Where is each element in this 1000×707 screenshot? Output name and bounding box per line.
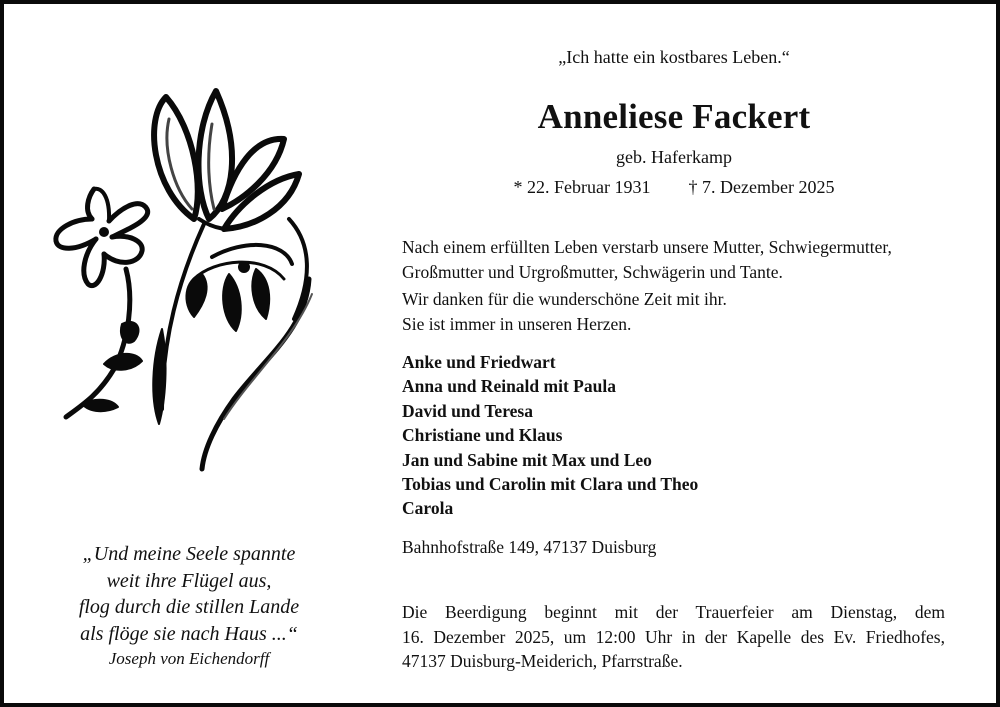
- funeral-line: 47137 Duisburg-Meiderich, Pfarrstraße.: [402, 651, 683, 671]
- funeral-details: [402, 600, 945, 674]
- poem-quote: [44, 541, 334, 647]
- death-date: † 7. Dezember 2025: [688, 177, 835, 197]
- motto: „Ich hatte ein kostbares Leben.“: [558, 47, 790, 67]
- announcement-line: Großmutter und Urgroßmutter, Schwägerin und Tante.: [402, 262, 783, 282]
- birth-name: geb. Haferkamp: [616, 147, 732, 167]
- birth-date: * 22. Februar 1931: [513, 177, 651, 197]
- funeral-line: Die Beerdigung beginnt mit der Trauerfeier am Dienstag, dem: [402, 602, 945, 622]
- thanks-paragraph: [402, 287, 947, 337]
- poem-author: Joseph von Eichendorff: [108, 649, 270, 668]
- life-dates: [404, 177, 944, 198]
- family-member: Carola: [402, 498, 454, 519]
- poem-line: als flöge sie nach Haus ...“: [80, 622, 298, 645]
- poem-line: „Und meine Seele spannte: [82, 543, 296, 565]
- announcement-paragraph: [402, 235, 947, 285]
- address: Bahnhofstraße 149, 47137 Duisburg: [402, 537, 657, 557]
- flower-ink-drawing-icon: [44, 79, 334, 474]
- family-member: David und Teresa: [402, 400, 533, 421]
- deceased-name: Anneliese Fackert: [537, 97, 811, 136]
- funeral-line: 16. Dezember 2025, um 12:00 Uhr in der Kapelle des Ev. Friedhofes,: [402, 626, 945, 647]
- announcement-line: Nach einem erfüllten Leben verstarb unsere Mutter, Schwiegermutter,: [402, 237, 892, 257]
- poem-line: flog durch die stillen Lande: [78, 596, 300, 618]
- thanks-line: Wir danken für die wunderschöne Zeit mit ihr.: [402, 289, 727, 309]
- family-member: Anke und Friedwart: [402, 352, 556, 372]
- family-member: Anna und Reinald mit Paula: [402, 376, 616, 397]
- family-member: Tobias und Carolin mit Clara und Theo: [402, 474, 699, 495]
- family-member: Christiane und Klaus: [402, 425, 563, 446]
- family-list: [402, 350, 698, 521]
- poem-line: weit ihre Flügel aus,: [106, 569, 272, 592]
- family-member: Jan und Sabine mit Max und Leo: [402, 449, 652, 470]
- thanks-line: Sie ist immer in unseren Herzen.: [402, 314, 632, 334]
